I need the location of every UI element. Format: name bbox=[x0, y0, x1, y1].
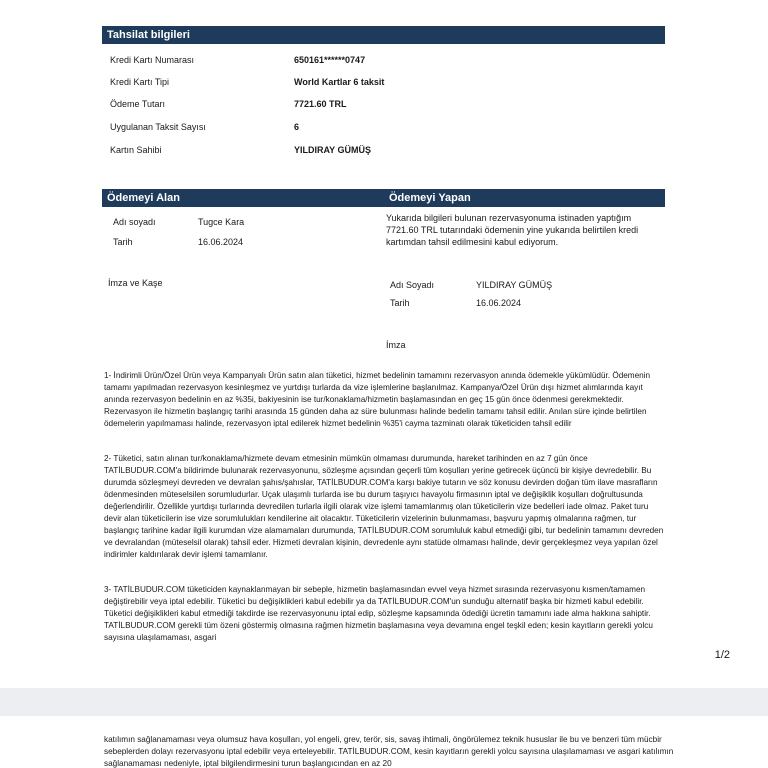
payer-name-label: Adı Soyadı bbox=[390, 280, 435, 290]
card-number-label: Kredi Kartı Numarası bbox=[110, 55, 195, 65]
installment-count-value: 6 bbox=[294, 122, 300, 132]
terms-paragraph-1: 1- İndirimli Ürün/Özel Ürün veya Kampanyalı Ürün satın alan tüketici, hizmet bedelinin tamamını rezervasyon anında ödemekle yükümlüdür. Ödemenin tamamı yapılmadan rezervasyon kesinleşmez ve yurtdışı turlarda da vize işlemlerine başlanılmaz. Kampanya/Özel Ürün dışı hizmet alımlarında kayıt anında rezervasyon bedelinin en az %35i, bakiyesinin ise tur/konaklama/hizmetin başlamasından en geç 15 gün önce ödenmesi gerekmektedir. Rezervasyon ile hizmetin başlangıç tarihi arasında 15 günden daha az süre bulunması halinde bedelin tamamı tahsil edilir. Anılan süre içinde belirtilen ödemelerin yapılmaması halinde, rezervasyon iptal edilerek hizmet bedelinin %35'i cayma tazminatı olarak tüketiciden tahsil edilir bbox=[104, 371, 651, 428]
payer-name-value: YILDIRAY GÜMÜŞ bbox=[476, 280, 553, 290]
receiver-signature-label: İmza ve Kaşe bbox=[108, 278, 163, 288]
payer-signature-label: İmza bbox=[386, 340, 406, 350]
page-number: 1/2 bbox=[714, 649, 730, 661]
terms-paragraph-2: 2- Tüketici, satın alınan tur/konaklama/hizmete devam etmesinin mümkün olmaması durumunda, hareket tarihinden en az 7 gün önce TATİLBUDUR.COM'a bildirimde bulunarak rezervasyonunu, sözleşme açısından geçerli tüm koşulları yerine getirecek üçüncü bir kişiye devredebilir. Bu durumda sözleşmeyi devreden ve devralan şahıs/şahıslar, TATİLBUDUR.COM'a karşı bakiye tutarın ve söz konusu devirden doğan tüm ilave masrafların ödenmesinden müteselsilen sorumludurlar. Uçak ulaşımlı turlarda ise bu durum taşıyıcı havayolu firmasının iptal ve değişiklik koşulları doğrultusunda değerlendirilir. Özellikle yurtdışı turlarında devredilen turlarla ilgili olarak vize işlemi tamamlanmış olan tüketicilerin vize bedelleri iade olmaz. Paket turu devir alan tüketicilerin ise vize sorumlulukları kendilerine ait olacaktır. Tüketicilerin vizelerinin bulunmaması, başvuru yapmış olmalarına rağmen, tur başlangıç tarihine kadar ilgili kurumdan vize alamamaları durumunda, TATİLBUDUR.COM sorumluluk kabul etmediği gibi, tur bedelinin tamamını devreden ve devralandan (müteselsil olarak) tahsil eder. Hizmeti devralan kişinin, devredenle aynı statüde olmaması halinde, devir gerçekleşmez veya yapılan özel indirimler kaldırılarak devir işlemi tamamlanır. bbox=[104, 454, 664, 559]
payer-header: Ödemeyi Yapan bbox=[384, 189, 665, 207]
payer-statement: Yukarıda bilgileri bulunan rezervasyonuma istinaden yaptığım 7721.60 TRL tutarındaki ödemenin yine yukarıda belirtilen kredi kartımdan tahsil edilmesini kabul ediyorum. bbox=[386, 213, 639, 247]
payment-amount-label: Ödeme Tutarı bbox=[110, 99, 166, 109]
terms-continuation: katılımın sağlanamaması veya olumsuz hava koşulları, yol engeli, grev, terör, sis, savaş ihtimali, öngörülemez teknik hususlar ile bu ve benzeri tüm mücbir sebeplerden dolayı rezervasyonu iptal edebilir veya erteleyebilir. TATİLBUDUR.COM, kesin kayıtların gerekli yolcu sayısına ulaşılamaması ve asgari katılımın sağlanamaması nedeniyle, iptal bilgilendirmesini turun başlangıcından en az 20 bbox=[104, 735, 674, 768]
payer-date-label: Tarih bbox=[390, 298, 410, 308]
installment-count-label: Uygulanan Taksit Sayısı bbox=[110, 122, 206, 132]
page-separator bbox=[0, 688, 768, 716]
card-type-label: Kredi Kartı Tipi bbox=[110, 77, 170, 87]
card-number-value: 650161******0747 bbox=[294, 55, 366, 65]
payment-info-header: Tahsilat bilgileri bbox=[102, 26, 665, 44]
receiver-date-value: 16.06.2024 bbox=[198, 237, 244, 247]
terms-paragraph-3: 3- TATİLBUDUR.COM tüketiciden kaynaklanmayan bir sebeple, hizmetin başlamasından evvel veya hizmet sırasında rezervasyonu kısmen/tamamen değiştirebilir veya iptal edebilir. Tüketici bu değişiklikleri kabul edebilir ya da TATİLBUDUR.COM'un sunduğu alternatif başka bir hizmeti kabul edebilir. Tüketici değişiklikleri kabul etmediği takdirde ise rezervasyonunu iptal edip, sözleşme kapsamında ödediği ücretin tamamını iade alma hakkına sahiptir. TATİLBUDUR.COM gerekli tüm özeni göstermiş olmasına rağmen hizmetin başlamasına veya devamına engel teşkil eden; kesin kayıtların gerekli yolcu sayısına ulaşılamaması, asgari bbox=[104, 585, 653, 642]
payment-amount-value: 7721.60 TRL bbox=[294, 99, 347, 109]
receiver-name-value: Tugce Kara bbox=[198, 217, 245, 227]
receiver-name-label: Adı soyadı bbox=[113, 217, 156, 227]
card-holder-value: YILDIRAY GÜMÜŞ bbox=[294, 145, 372, 155]
receiver-date-label: Tarih bbox=[113, 237, 133, 247]
card-holder-label: Kartın Sahibi bbox=[110, 145, 162, 155]
receiver-header: Ödemeyi Alan bbox=[102, 189, 384, 207]
payer-date-value: 16.06.2024 bbox=[476, 298, 522, 308]
card-type-value: World Kartlar 6 taksit bbox=[294, 77, 385, 87]
